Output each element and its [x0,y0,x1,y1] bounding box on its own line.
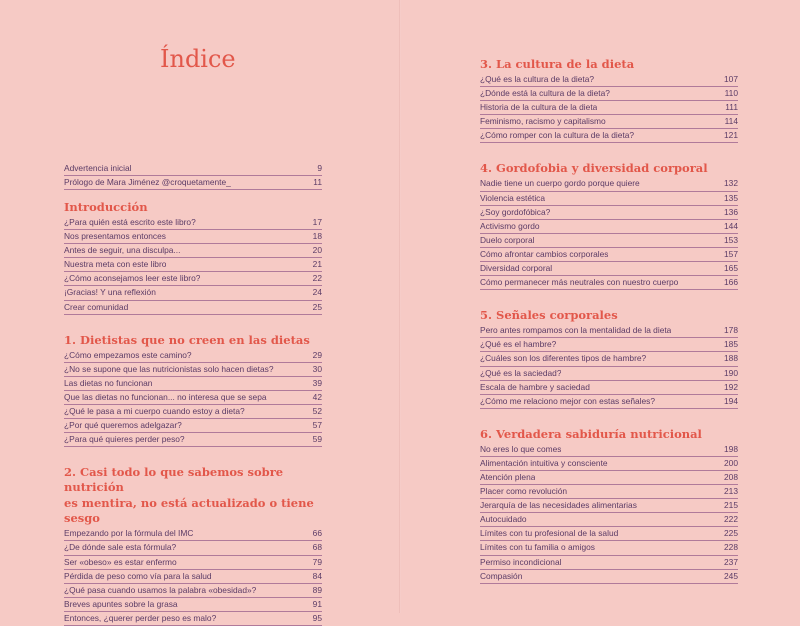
toc-entry[interactable] [64,176,322,190]
toc-page-number: 225 [724,528,738,539]
toc-page-number: 18 [312,231,322,242]
toc-page-number: 24 [312,287,322,298]
toc-entry[interactable] [480,177,738,191]
toc-entry-title: ¿No se supone que las nutricionistas solo hacen dietas? [64,363,274,374]
toc-page-number: 185 [724,339,738,350]
toc-entry-title: ¿Para qué quieres perder peso? [64,434,185,445]
toc-page-number: 20 [312,245,322,256]
toc-page-number: 165 [724,263,738,274]
toc-entry-title: Historia de la cultura de la dieta [480,102,598,113]
toc-entry-title: ¿Qué le pasa a mi cuerpo cuando estoy a dieta? [64,406,245,417]
toc-page-number: 91 [312,598,322,609]
toc-entry-title: ¿Qué es el hambre? [480,339,557,350]
toc-section [480,308,738,409]
toc-entry[interactable] [64,419,322,433]
toc-entry-title: Que las dietas no funcionan... no interesa que se sepa [64,391,267,402]
toc-page-number: 9 [317,163,322,173]
toc-page-number: 39 [312,377,322,388]
toc-section [480,427,738,584]
toc-entry-title: ¿Cuáles son los diferentes tipos de hambre? [480,353,647,364]
toc-entry-title: Las dietas no funcionan [64,377,153,388]
toc-page-number: 237 [724,556,738,567]
toc-entry[interactable] [480,471,738,485]
toc-entry[interactable] [480,192,738,206]
toc-entry[interactable] [480,485,738,499]
toc-entry-title: ¿Por qué queremos adelgazar? [64,420,182,431]
toc-page-number: 57 [312,420,322,431]
toc-entry-title: ¿Cómo romper con la cultura de la dieta? [480,130,635,141]
toc-entry[interactable] [64,363,322,377]
toc-entry-title: ¿Qué pasa cuando usamos la palabra «obesidad»? [64,584,257,595]
toc-entry[interactable] [480,262,738,276]
toc-entry-title: Nadie tiene un cuerpo gordo porque quiere [480,178,640,189]
toc-entry[interactable] [480,395,738,409]
toc-page-number: 111 [725,102,738,113]
toc-entry[interactable] [64,258,322,272]
toc-entry[interactable] [480,129,738,143]
toc-entry-title: Violencia estética [480,192,546,203]
section-heading[interactable]: 2. Casi todo lo que sabemos sobre nutrición [64,465,284,495]
section-heading[interactable]: 5. Señales corporales [480,308,618,323]
toc-entry[interactable] [64,162,322,176]
toc-entry-title: ¿Qué es la cultura de la dieta? [480,74,595,84]
toc-entry[interactable] [480,115,738,129]
toc-entry-title: ¿Dónde está la cultura de la dieta? [480,88,610,99]
toc-page-number: 194 [724,395,738,406]
toc-entry[interactable] [480,570,738,584]
toc-entry-title: ¿Cómo empezamos este camino? [64,349,192,360]
toc-page-number: 245 [724,570,738,581]
toc-entry-title: Advertencia inicial [64,163,132,173]
toc-entry[interactable] [64,612,322,626]
toc-entry[interactable] [480,324,738,338]
toc-entry[interactable] [64,377,322,391]
toc-entry-title: Entonces, ¿querer perder peso es malo? [64,612,217,623]
toc-entry-title: Feminismo, racismo y capitalismo [480,116,606,127]
toc-entry[interactable] [480,556,738,570]
toc-entry-title: Crear comunidad [64,301,129,312]
toc-entry-title: Cómo afrontar cambios corporales [480,248,609,259]
toc-entry[interactable] [64,541,322,555]
toc-entry[interactable] [480,338,738,352]
toc-page-number: 89 [312,584,322,595]
toc-page-number: 192 [724,381,738,392]
toc-page-number: 22 [312,273,322,284]
section-heading[interactable]: 1. Dietistas que no creen en las dietas [64,332,310,347]
right-page [400,0,800,613]
toc-entry[interactable] [64,584,322,598]
toc-entry[interactable] [480,527,738,541]
toc-section [64,200,322,315]
toc-entry[interactable] [480,73,738,87]
toc-entry-title: ¿Para quién está escrito este libro? [64,217,196,227]
toc-entry-title: Permiso incondicional [480,556,562,567]
toc-entry[interactable] [64,556,322,570]
toc-section [64,465,322,626]
toc-page-number: 190 [724,367,738,378]
toc-entry[interactable] [64,216,322,230]
toc-page-number: 166 [724,277,738,288]
toc-page-number: 208 [724,471,738,482]
toc-entry-title: Antes de seguir, una disculpa... [64,245,181,256]
toc-entry-title: Duelo corporal [480,234,535,245]
toc-entry[interactable] [64,570,322,584]
toc-entry[interactable] [480,234,738,248]
toc-page-number: 200 [724,457,738,468]
toc-section [64,333,322,448]
toc-entry-title: Atención plena [480,471,536,482]
toc-entry[interactable] [64,286,322,300]
toc-entry-title: No eres lo que comes [480,443,562,454]
toc-entry-title: ¡Gracias! Y una reflexión [64,287,156,298]
toc-entry[interactable] [64,391,322,405]
page-title: Índice [160,45,236,73]
toc-entry-title: Nos presentamos entonces [64,231,166,242]
toc-page-number: 157 [724,248,738,259]
toc-page-number: 198 [724,443,738,454]
toc-page-number: 52 [312,406,322,417]
toc-entry[interactable] [64,230,322,244]
toc-entry-title: Cómo permanecer más neutrales con nuestro cuerpo [480,277,679,288]
toc-entry-title: ¿Cómo me relaciono mejor con estas señales? [480,395,656,406]
toc-entry[interactable] [480,276,738,290]
toc-entry[interactable] [64,433,322,447]
toc-page-number: 114 [724,116,738,127]
toc-page-number: 29 [312,349,322,360]
toc-entry[interactable] [480,381,738,395]
toc-page-number: 121 [724,130,738,141]
toc-entry[interactable] [64,349,322,363]
section-heading[interactable]: 3. La cultura de la dieta [480,57,635,71]
toc-entry[interactable] [480,206,738,220]
toc-page-number: 135 [724,192,738,203]
toc-page-number: 136 [724,206,738,217]
toc-entry-title: Pérdida de peso como vía para la salud [64,570,212,581]
toc-entry-title: Nuestra meta con este libro [64,259,167,270]
section-heading[interactable]: Introducción [64,200,148,214]
section-heading[interactable]: es mentira, no está actualizado o tiene sesgo [64,496,314,526]
toc-entry-title: Diversidad corporal [480,263,553,274]
toc-entry-title: Empezando por la fórmula del IMC [64,528,194,539]
toc-entry[interactable] [480,87,738,101]
toc-page-number: 68 [312,542,322,553]
toc-page-number: 178 [724,325,738,336]
toc-entry-title: Compasión [480,570,523,581]
toc-entry[interactable] [64,598,322,612]
toc-page-number: 30 [312,363,322,374]
toc-page-number: 222 [724,514,738,525]
toc-entry-title: ¿De dónde sale esta fórmula? [64,542,177,553]
toc-page-number: 228 [724,542,738,553]
toc-entry[interactable] [64,527,322,541]
toc-page-number: 144 [724,220,738,231]
toc-entry[interactable] [64,272,322,286]
toc-entry-title: Ser «obeso» es estar enfermo [64,556,177,567]
section-heading[interactable]: 4. Gordofobia y diversidad corporal [480,161,708,176]
toc-entry[interactable] [480,443,738,457]
toc-entry-title: Breves apuntes sobre la grasa [64,598,178,609]
toc-page-number: 59 [312,434,322,445]
toc-page-number: 110 [724,88,738,99]
toc-entry-title: Activismo gordo [480,220,540,231]
toc-entry-title: ¿Cómo aconsejamos leer este libro? [64,273,201,284]
toc-entry[interactable] [480,101,738,115]
right-toc-column [480,57,738,584]
toc-page-number: 95 [312,612,322,623]
toc-page-number: 25 [312,301,322,312]
toc-page-number: 215 [724,500,738,511]
toc-page-number: 66 [312,528,322,539]
section-heading[interactable]: 6. Verdadera sabiduría nutricional [480,426,702,441]
toc-entry[interactable] [480,220,738,234]
toc-page-number: 107 [724,74,738,84]
toc-page-number: 42 [312,391,322,402]
toc-entry-title: Límites con tu profesional de la salud [480,528,619,539]
toc-entry[interactable] [480,541,738,555]
left-toc-column [64,200,322,626]
toc-entry[interactable] [64,301,322,315]
toc-entry[interactable] [480,513,738,527]
toc-page-number: 11 [313,177,322,188]
toc-entry-title: Límites con tu familia o amigos [480,542,595,553]
toc-entry-title: Placer como revolución [480,486,568,497]
toc-entry[interactable] [480,457,738,471]
toc-entry[interactable] [64,405,322,419]
toc-page-number: 153 [724,234,738,245]
toc-entry-title: Escala de hambre y saciedad [480,381,590,392]
toc-page-number: 21 [312,259,322,270]
toc-entry[interactable] [480,352,738,366]
toc-page-number: 213 [724,486,738,497]
toc-page-number: 84 [312,570,322,581]
toc-entry-title: Alimentación intuitiva y consciente [480,457,608,468]
toc-entry[interactable] [480,499,738,513]
front-matter-list [64,162,322,190]
toc-page-number: 79 [312,556,322,567]
toc-entry-title: Pero antes rompamos con la mentalidad de la dieta [480,325,672,336]
toc-entry[interactable] [64,244,322,258]
toc-entry-title: Jerarquía de las necesidades alimentarias [480,500,637,511]
toc-page-number: 17 [312,217,322,227]
toc-entry-title: ¿Qué es la saciedad? [480,367,562,378]
toc-entry-title: Autocuidado [480,514,527,525]
toc-section [480,161,738,290]
toc-entry[interactable] [480,367,738,381]
toc-entry-title: ¿Soy gordofóbica? [480,206,551,217]
toc-page-number: 132 [724,178,738,189]
toc-entry[interactable] [480,248,738,262]
toc-page-number: 188 [724,353,738,364]
left-page [0,0,400,623]
toc-entry-title: Prólogo de Mara Jiménez @croquetamente_ [64,177,231,188]
toc-section [480,57,738,143]
